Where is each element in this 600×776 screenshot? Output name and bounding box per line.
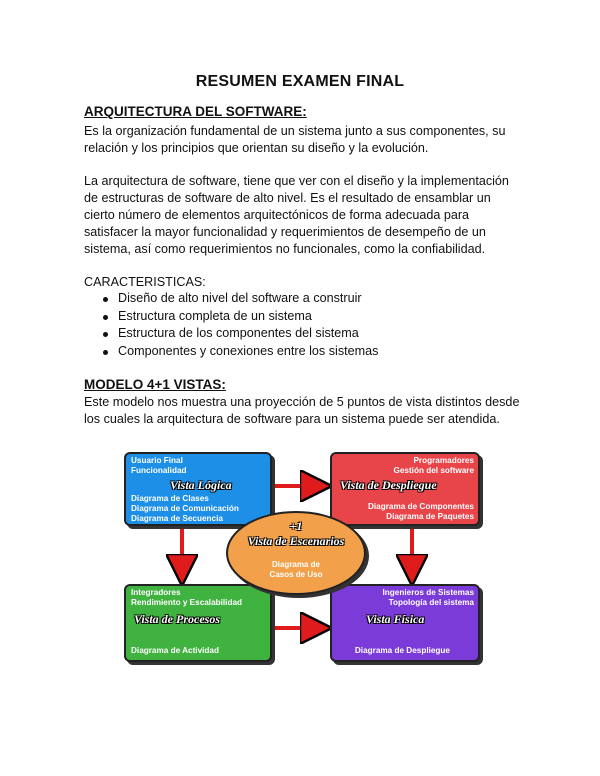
text-line: La arquitectura de software, tiene que ver con el diseño y la implementación [84,174,509,188]
text-line: relación y los principios que orientan su diseño y la evolución. [84,141,429,155]
bullet-icon [103,315,108,320]
bullet-icon [103,297,108,302]
deployment-view-box [330,452,480,526]
logical-bottom-text: Diagrama de Clases Diagrama de Comunicación Diagrama de Secuencia [131,494,239,523]
list-item: Estructura de los componentes del sistema [84,325,378,343]
text-line: los cuales la arquitectura de software para un sistema puede ser atendida. [84,412,500,426]
paragraph-4plus1 [84,394,524,428]
bullet-icon [103,332,108,337]
process-bottom-text: Diagrama de Actividad [131,646,219,655]
process-view-title: Vista de Procesos [134,612,220,626]
text-line: satisfacer la mayor funcionalidad y requerimientos de desempeño de un [84,225,486,239]
text-line: cierto número de elementos arquitectónicos de forma adecuada para [84,208,470,222]
characteristics-label: CARACTERISTICAS: [84,275,206,289]
deployment-view-title: Vista de Despliegue [340,478,437,492]
text-line: de estructuras de software de alto nivel. Es el resultado de ensamblar un [84,191,491,205]
logical-view-box [124,452,272,526]
bullet-icon [103,350,108,355]
deployment-bottom-text: Diagrama de Componentes Diagrama de Paquetes [367,502,474,521]
section-heading-4plus1: MODELO 4+1 VISTAS: [84,377,226,392]
list-item: Diseño de alto nivel del software a construir [84,290,378,308]
process-top-text: Integradores Rendimiento y Escalabilidad [131,588,243,607]
physical-view-box [330,584,480,662]
logical-view-title: Vista Lógica [170,478,232,492]
section-heading-architecture: ARQUITECTURA DEL SOFTWARE: [84,104,307,119]
process-view-box [124,584,272,662]
physical-top-text: Ingenieros de Sistemas Topología del sistema [382,588,474,607]
4plus1-diagram [120,448,486,666]
scenarios-plus-label: +1 [289,519,303,533]
list-item: Componentes y conexiones entre los sistemas [84,343,378,361]
physical-bottom-text: Diagrama de Despliegue [354,646,450,655]
scenarios-bottom-text: Diagrama de Casos de Uso [269,560,323,579]
text-line: sistema, así como requerimientos no funcionales, como la confiabilidad. [84,242,486,256]
characteristics-list [84,290,378,360]
paragraph-definition [84,123,524,157]
logical-top-text: Usuario Final Funcionalidad [131,456,187,475]
text-line: Es la organización fundamental de un sistema junto a sus componentes, su [84,124,506,138]
paragraph-description [84,173,524,258]
text-line: Este modelo nos muestra una proyección de 5 puntos de vista distintos desde [84,395,520,409]
deployment-top-text: Programadores Gestión del software [393,456,474,475]
list-item: Estructura completa de un sistema [84,308,378,326]
scenarios-view-ellipse [226,511,366,595]
physical-view-title: Vista Física [366,612,425,626]
scenarios-view-title: Vista de Escenarios [247,534,345,548]
page-title: RESUMEN EXAMEN FINAL [195,73,405,90]
